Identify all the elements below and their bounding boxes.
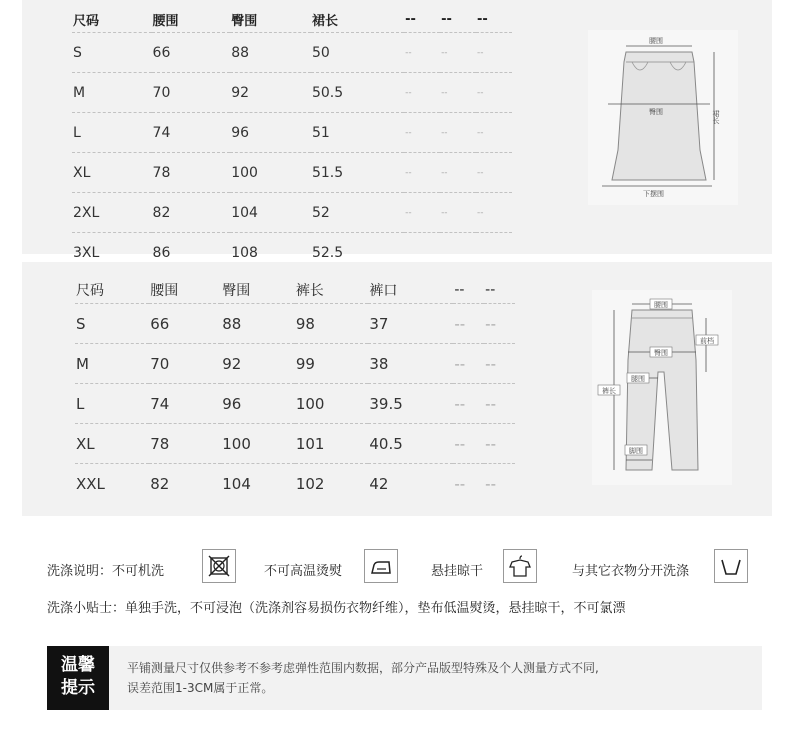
skirt-measurement-diagram [588, 30, 738, 205]
cell: XL [75, 424, 149, 464]
skirt-size-table [72, 7, 512, 272]
cell: -- [404, 153, 440, 193]
cell: -- [453, 304, 484, 344]
cell: 3XL [72, 233, 152, 273]
cell: 40.5 [368, 424, 453, 464]
table-row [72, 113, 512, 153]
col-length: 裙长 [311, 13, 338, 29]
col-extra: -- [485, 282, 496, 298]
cell: 92 [221, 344, 295, 384]
pants-waist-label: 腰围 [654, 301, 668, 309]
cell: -- [453, 424, 484, 464]
cell: 100 [295, 384, 369, 424]
no-machine-wash-icon [202, 549, 236, 583]
cell: 102 [295, 464, 369, 504]
cell: -- [476, 153, 512, 193]
cell: 78 [152, 153, 231, 193]
cell: 50.5 [311, 73, 404, 113]
waist-label: 腰围 [649, 37, 663, 45]
col-waist: 腰围 [152, 13, 179, 29]
col-length: 裤长 [295, 283, 324, 299]
cell: 108 [230, 233, 311, 273]
separate-wash-label: 与其它衣物分开洗涤 [572, 564, 690, 579]
cell: 70 [149, 344, 221, 384]
pants-hem-label: 脚围 [629, 447, 643, 455]
notice-text [127, 658, 599, 698]
col-hip: 臀围 [231, 13, 258, 29]
cell: 52.5 [311, 233, 404, 273]
front-rise-label: 前档 [700, 337, 714, 345]
cell: 100 [230, 153, 311, 193]
cell: 82 [152, 193, 231, 233]
pants-measurement-diagram [592, 290, 732, 485]
cell: 88 [230, 33, 311, 73]
cell: -- [404, 113, 440, 153]
cell: 66 [149, 304, 221, 344]
cell: -- [453, 344, 484, 384]
cell: 52 [311, 193, 404, 233]
cell: 86 [152, 233, 231, 273]
hang-dry-label: 悬挂晾干 [431, 564, 484, 579]
col-hem: 裤口 [369, 283, 398, 299]
cell: -- [440, 193, 476, 233]
cell: 70 [152, 73, 231, 113]
cell: 66 [152, 33, 231, 73]
cell: -- [484, 464, 515, 504]
cell: 92 [230, 73, 311, 113]
hang-dry-icon [503, 549, 537, 583]
cell: -- [440, 113, 476, 153]
cell: 96 [221, 384, 295, 424]
cell: 98 [295, 304, 369, 344]
table-row [75, 424, 515, 464]
cell: 101 [295, 424, 369, 464]
table-header-row [75, 278, 515, 304]
hip-label: 臀围 [649, 108, 663, 116]
cell: L [75, 384, 149, 424]
notice-line: 平铺测量尺寸仅供参考不参考虑弹性范围内数据，部分产品版型特殊及个人测量方式不同, [127, 661, 599, 675]
cell: 100 [221, 424, 295, 464]
cell: XL [72, 153, 152, 193]
thigh-label: 腿围 [631, 375, 645, 383]
cell: 96 [230, 113, 311, 153]
cell: 78 [149, 424, 221, 464]
col-extra: -- [441, 11, 452, 27]
table-row [75, 304, 515, 344]
table-row [75, 464, 515, 504]
table-row [75, 384, 515, 424]
cell: -- [453, 464, 484, 504]
cell: 51.5 [311, 153, 404, 193]
cell: -- [476, 73, 512, 113]
cell: 82 [149, 464, 221, 504]
table-row [72, 153, 512, 193]
cell: M [75, 344, 149, 384]
col-extra: -- [454, 282, 465, 298]
cell: 39.5 [368, 384, 453, 424]
cell: S [72, 33, 152, 73]
notice-box [47, 646, 762, 710]
col-hip: 臀围 [222, 283, 251, 299]
cell: 104 [221, 464, 295, 504]
table-row [72, 193, 512, 233]
cell: -- [440, 73, 476, 113]
notice-badge-line: 温馨 [61, 655, 95, 675]
table-row [72, 73, 512, 113]
pants-length-label: 裤长 [602, 387, 616, 395]
cell: M [72, 73, 152, 113]
cell: -- [484, 304, 515, 344]
cell: -- [484, 384, 515, 424]
notice-badge-line: 提示 [61, 678, 95, 698]
cell: 104 [230, 193, 311, 233]
cell: 74 [149, 384, 221, 424]
pants-hip-label: 臀围 [654, 349, 668, 357]
col-size: 尺码 [76, 283, 104, 299]
table-row [75, 344, 515, 384]
col-extra: -- [477, 11, 488, 27]
cell: -- [453, 384, 484, 424]
notice-line: 误差范围1-3CM属于正常。 [127, 681, 274, 695]
care-label: 洗涤说明：不可机洗 [47, 564, 165, 579]
no-iron-label: 不可高温烫熨 [264, 564, 343, 579]
wash-separately-icon [714, 549, 748, 583]
cell: 51 [311, 113, 404, 153]
cell: -- [404, 33, 440, 73]
cell: 42 [368, 464, 453, 504]
length-label: 裙长 [712, 110, 720, 124]
cell: 2XL [72, 193, 152, 233]
col-size: 尺码 [73, 13, 100, 29]
cell: 88 [221, 304, 295, 344]
cell: S [75, 304, 149, 344]
cell: 37 [368, 304, 453, 344]
col-waist: 腰围 [150, 283, 179, 299]
table-row [72, 33, 512, 73]
cell: 74 [152, 113, 231, 153]
cell: -- [476, 33, 512, 73]
cell: -- [404, 193, 440, 233]
cell: -- [440, 153, 476, 193]
care-instructions [0, 545, 790, 589]
pants-size-table [75, 278, 515, 503]
hem-label: 下摆围 [643, 190, 664, 198]
no-high-heat-iron-icon [364, 549, 398, 583]
cell: 38 [368, 344, 453, 384]
cell: 50 [311, 33, 404, 73]
cell: L [72, 113, 152, 153]
cell: -- [440, 33, 476, 73]
cell: -- [476, 113, 512, 153]
notice-badge [47, 646, 109, 710]
col-extra: -- [405, 11, 416, 27]
cell: -- [484, 344, 515, 384]
cell: XXL [75, 464, 149, 504]
cell: -- [484, 424, 515, 464]
table-header-row [72, 7, 512, 33]
cell: -- [476, 193, 512, 233]
washing-tips: 洗涤小贴士：单独手洗，不可浸泡（洗涤剂容易损伤衣物纤维），垫布低温熨烫，悬挂晾干，不可氯漂 [47, 601, 626, 616]
cell: 99 [295, 344, 369, 384]
cell: -- [404, 73, 440, 113]
